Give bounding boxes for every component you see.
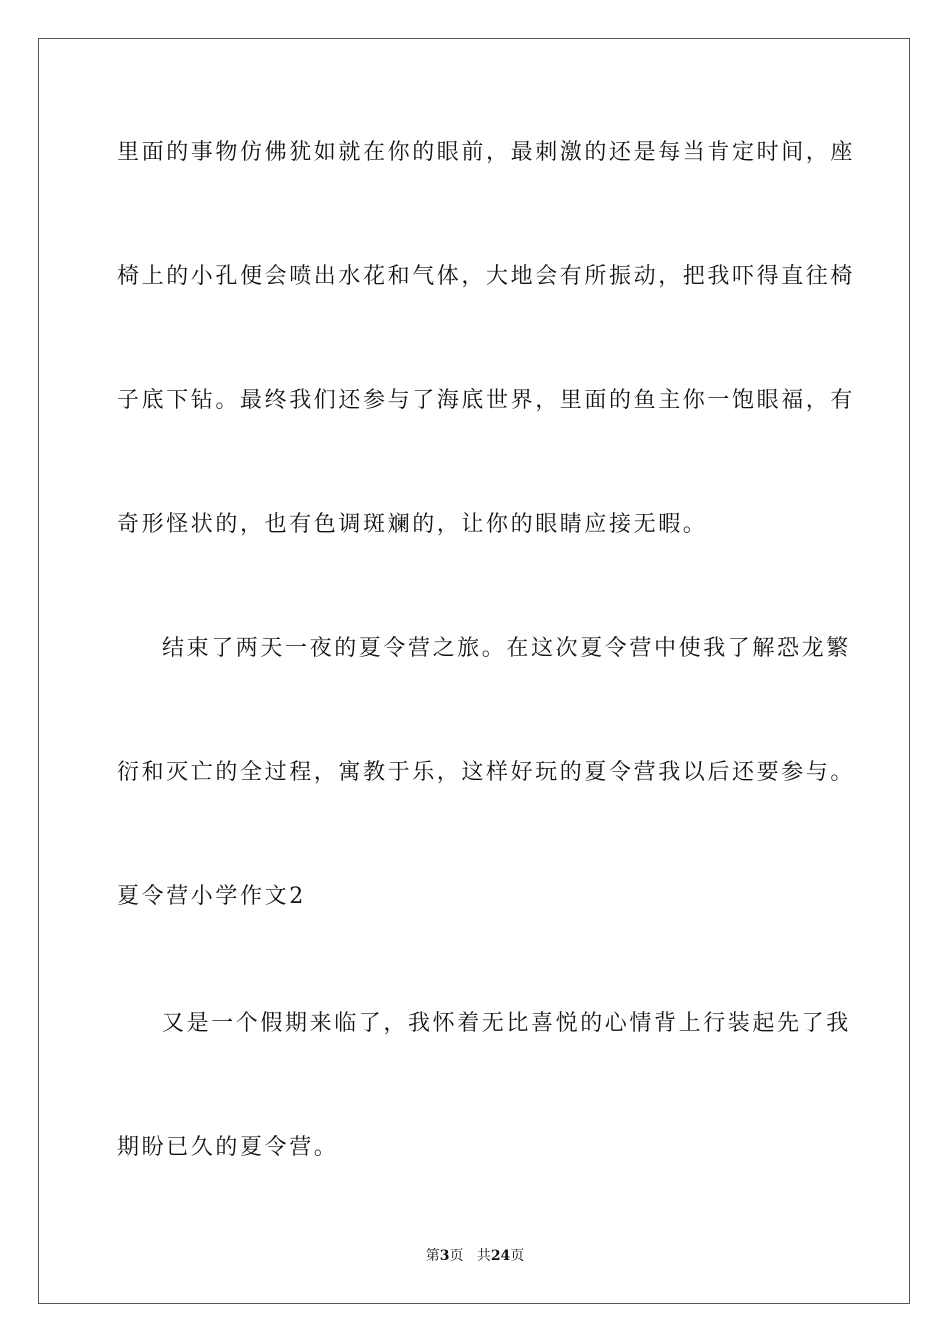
- page-footer: [0, 1246, 950, 1266]
- body-line: 奇形怪状的，也有色调斑斓的，让你的眼睛应接无暇。: [117, 512, 708, 537]
- page-prefix: 第: [425, 1248, 440, 1264]
- page-suffix: 页: [449, 1248, 464, 1264]
- body-line: 衍和灭亡的全过程，寓教于乐，这样好玩的夏令营我以后还要参与。: [117, 760, 856, 785]
- body-line: 里面的事物仿佛犹如就在你的眼前，最刺激的还是每当肯定时间，座: [117, 140, 856, 165]
- section-heading: 夏令营小学作文2: [117, 884, 306, 909]
- paragraph-first-line: 又是一个假期来临了，我怀着无比喜悦的心情背上行装起先了我: [162, 1011, 851, 1036]
- page-frame: [38, 38, 910, 1304]
- total-prefix: 共: [476, 1248, 491, 1264]
- total-suffix: 页: [510, 1248, 525, 1264]
- body-line: 期盼已久的夏令营。: [117, 1135, 339, 1160]
- paragraph-first-line: 结束了两天一夜的夏令营之旅。在这次夏令营中使我了解恐龙繁: [162, 636, 851, 661]
- body-line: 椅上的小孔便会喷出水花和气体，大地会有所振动，把我吓得直往椅: [117, 264, 856, 289]
- total-pages: 24: [490, 1248, 511, 1264]
- page-number: 3: [439, 1248, 450, 1264]
- body-line: 子底下钻。最终我们还参与了海底世界，里面的鱼主你一饱眼福，有: [117, 388, 856, 413]
